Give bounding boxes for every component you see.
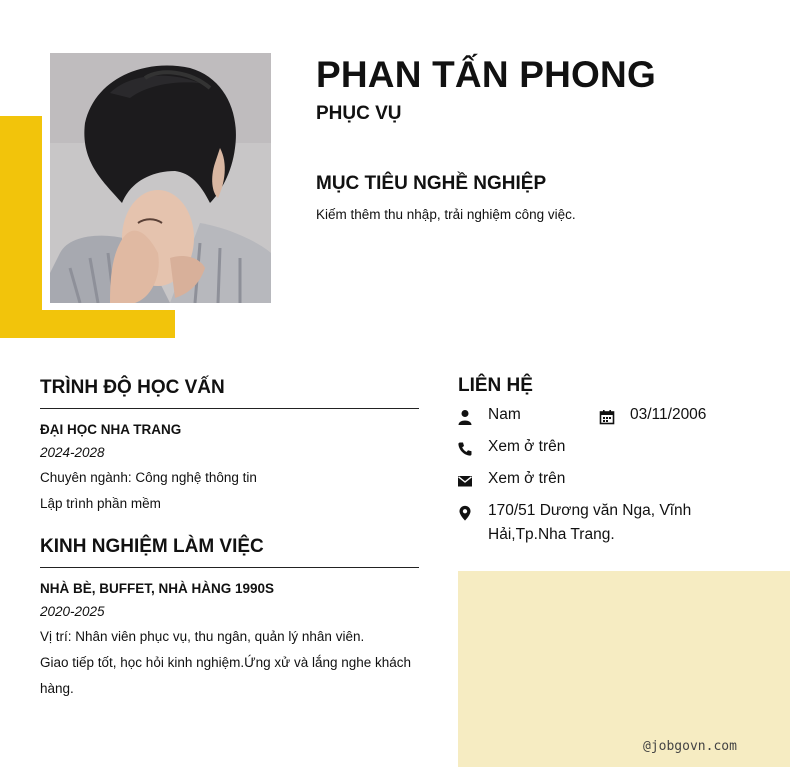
education-school: ĐẠI HỌC NHA TRANG [40,422,182,437]
decorative-panel [458,571,790,767]
experience-position: Vị trí: Nhân viên phục vụ, thu ngân, quản lý nhân viên. [40,629,365,644]
education-period: 2024-2028 [40,445,105,460]
contact-gender: Nam [488,406,521,423]
watermark: @jobgovn.com [643,739,737,754]
contact-birthdate: 03/11/2006 [630,406,707,423]
location-pin-icon [457,505,473,521]
person-icon [457,409,473,425]
calendar-icon [599,409,615,425]
contact-email: Xem ở trên [488,470,566,487]
objective-text: Kiếm thêm thu nhập, trải nghiệm công việc. [316,207,576,222]
phone-icon [457,441,473,457]
education-divider [40,408,419,409]
objective-heading: MỤC TIÊU NGHỀ NGHIỆP [316,173,547,194]
education-detail: Lập trình phần mềm [40,496,161,511]
contact-heading: LIÊN HỆ [458,375,533,396]
experience-company: NHÀ BÈ, BUFFET, NHÀ HÀNG 1990S [40,581,275,596]
education-major: Chuyên ngành: Công nghệ thông tin [40,470,257,485]
profile-photo [50,53,271,303]
contact-address: 170/51 Dương văn Nga, Vĩnh Hải,Tp.Nha Trang. [488,502,692,543]
education-heading: TRÌNH ĐỘ HỌC VẤN [40,377,225,398]
experience-divider [40,567,419,568]
contact-phone: Xem ở trên [488,438,566,455]
envelope-icon [457,473,473,489]
experience-description: Giao tiếp tốt, học hỏi kinh nghiệm.Ứng xử và lắng nghe khách hàng. [40,655,412,696]
experience-heading: KINH NGHIỆM LÀM VIỆC [40,536,264,557]
experience-period: 2020-2025 [40,604,105,619]
candidate-name: PHAN TẤN PHONG [316,54,656,95]
job-title: PHỤC VỤ [316,103,402,124]
